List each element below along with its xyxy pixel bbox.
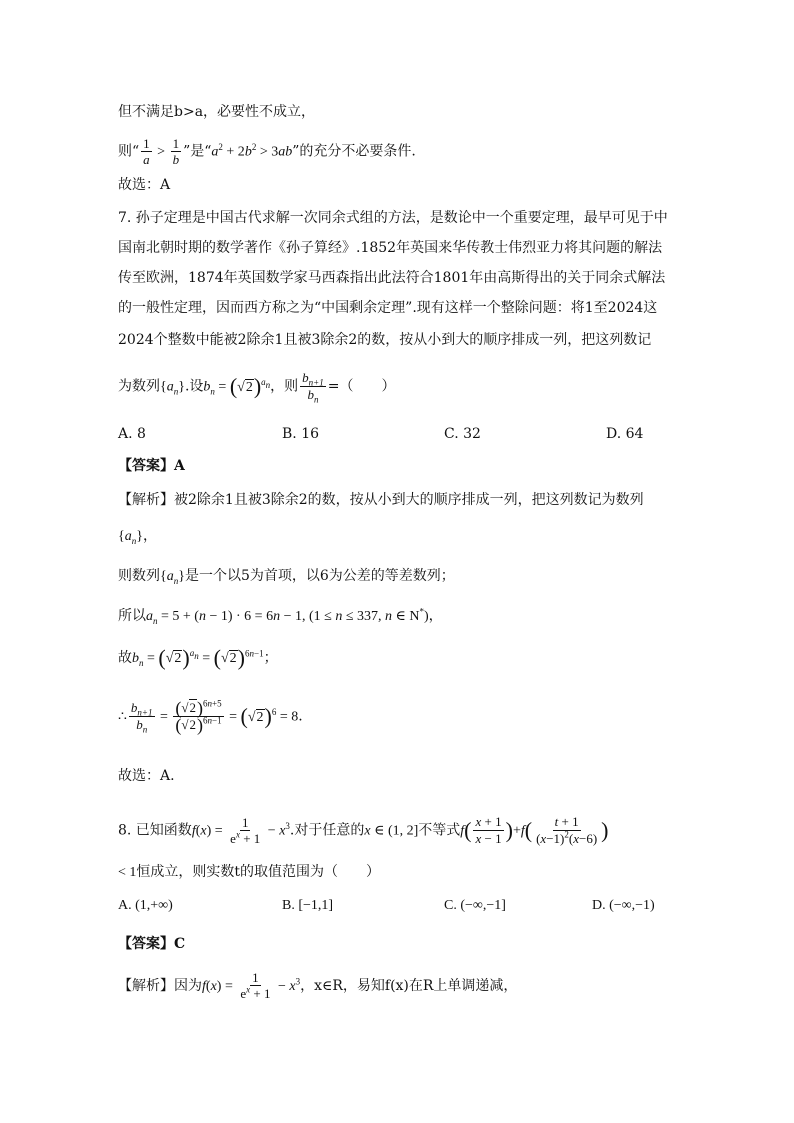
q7-line-2: 国南北朝时期的数学著作《孙子算经》.1852年英国来华传教士伟烈亚力将其问题的解法 — [118, 240, 663, 256]
q7-line-1: 7. 孙子定理是中国古代求解一次同余式组的方法，是数论中一个重要定理，最早可见于中 — [118, 210, 668, 226]
explanation-7-line-3: 则数列$\{a_n\}$是一个以5为首项，以6为公差的等差数列； — [118, 568, 455, 586]
answer-7: 【答案】A — [118, 458, 185, 474]
explanation-8-line-1: 【解析】因为f(x) = $\frac{1}{e^x + 1}$ − $x^3$，x∈R，易知f(x)在R上单调递减， — [118, 970, 518, 1001]
text-line-3: 故选：A — [118, 177, 171, 193]
q7-line-6: 为数列$\{a_n\}$.设$b_n = (√2)^{a_n}$，则 $\frac{b_{n+1}}{b_n}$ =（ ） — [118, 370, 396, 405]
explanation-7-line-5: 故$b_n = (√2)^{a_n} = (√2)^{6n-1}$； — [118, 645, 278, 670]
answer-8: 【答案】C — [118, 936, 186, 952]
text-line-2: 则“ $\frac{1}{a}$ > $\frac{1}{b}$ ”是“$a^2 + 2b^2 > 3ab$”的充分不必要条件. — [118, 136, 416, 167]
q8-line-1: 8. 已知函数f(x) = $\frac{1}{e^x + 1}$ − $x^3$.对于任意的x ∈ (1, 2]不等式f( $\frac{x + 1}{x - 1}$ )+f( $\frac{t + 1}{(x-1)^2(x-6)}$ ) — [118, 814, 609, 846]
q8-option-a: A. (1,+∞) — [118, 898, 173, 913]
explanation-7-line-6: ∴ $\frac{b_{n+1}}{b_n}$ = $\frac{(√2)^{6n+5}}{(√2)^{6n-1}}$ = $(√2)^6 = 8$. — [118, 698, 303, 735]
q7-option-b: B. 16 — [282, 426, 320, 442]
q7-option-d: D. 64 — [606, 426, 644, 442]
q8-option-d: D. (−∞,−1) — [592, 898, 655, 913]
q7-option-c: C. 32 — [444, 426, 481, 442]
q8-option-c: C. (−∞,−1] — [444, 898, 506, 913]
q7-line-4: 的一般性定理，因而西方称之为“中国剩余定理”.现有这样一个整除问题：将1至2024这 — [118, 300, 658, 316]
select-7: 故选：A. — [118, 768, 175, 784]
q7-line-5: 2024个整数中能被2除余1且被3除余2的数，按从小到大的顺序排成一列，把这列数记 — [118, 332, 652, 348]
q8-line-2: < 1恒成立，则实数t的取值范围为（ ） — [118, 864, 381, 880]
explanation-7-line-2: $\{a_n\}$， — [118, 528, 157, 546]
text-line-1: 但不满足b>a，必要性不成立， — [118, 104, 316, 120]
explanation-7-line-1: 【解析】被2除余1且被3除余2的数，按从小到大的顺序排成一列，把这列数记为数列 — [118, 492, 644, 508]
explanation-7-line-4: 所以$a_n = 5 + (n - 1) \cdot 6 = 6n - 1$, (1 ≤ n ≤ 337, n ∈ N*)， — [118, 606, 443, 626]
q7-line-3: 传至欧洲，1874年英国数学家马西森指出此法符合1801年由高斯得出的关于同余式解法 — [118, 270, 666, 286]
q8-option-b: B. [−1,1] — [282, 898, 334, 913]
q7-option-a: A. 8 — [118, 426, 146, 442]
